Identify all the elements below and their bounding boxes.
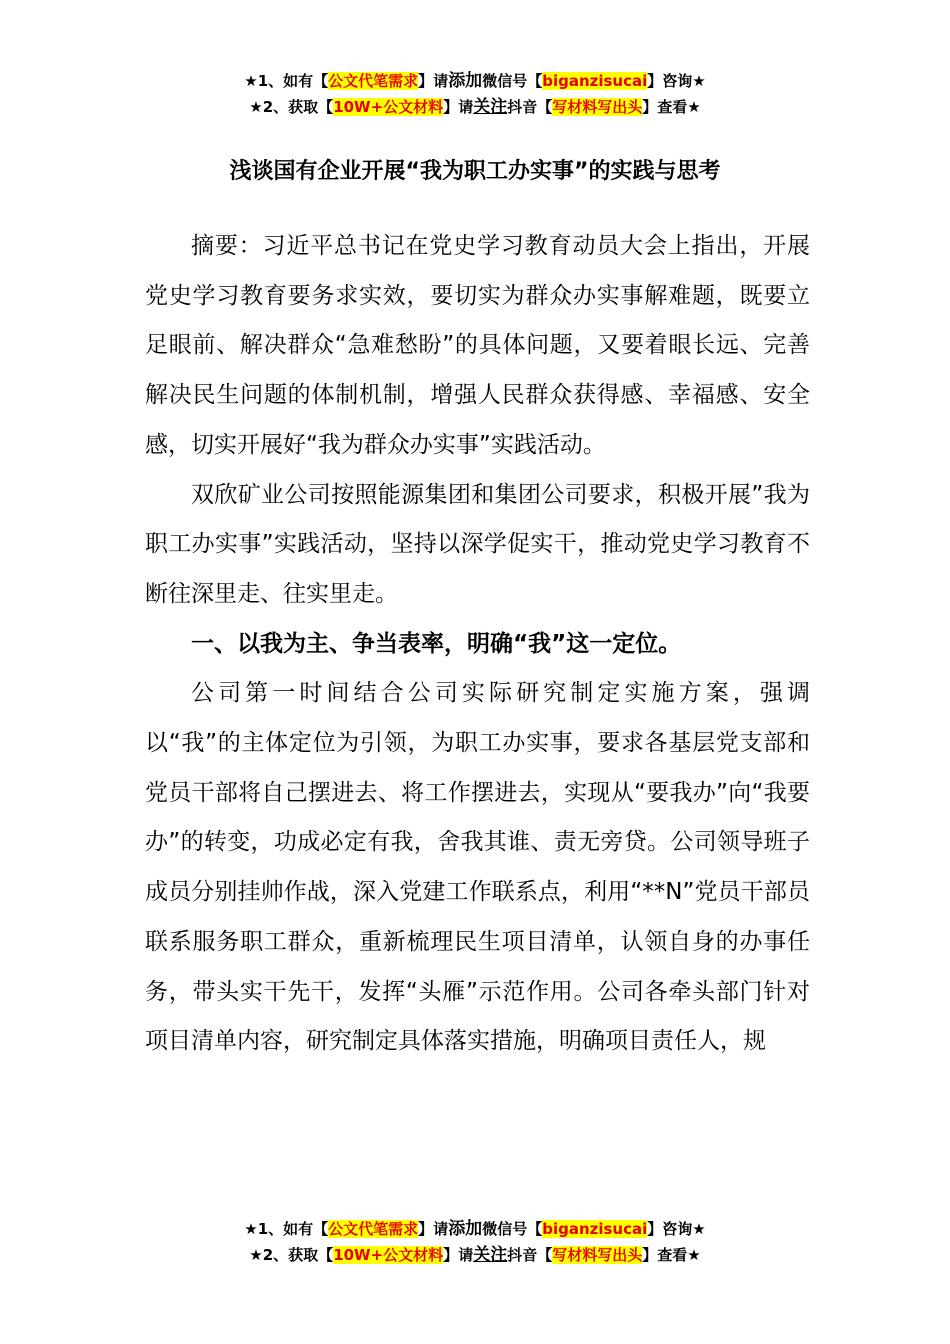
banner-text: 】请 [418,1220,449,1238]
banner-emphasis: 添加 [448,71,483,91]
banner-emphasis: 关注 [473,97,508,117]
banner-text: ★1、如有【 [244,1220,329,1238]
abstract-paragraph: 摘要：习近平总书记在党史学习教育动员大会上指出，开展党史学习教育要务求实效，要切实为群众办实事解难题，既要立足眼前、解决群众“急难愁盼”的具体问题，又要着眼长远、完善解决民生问题的体制机制，增强人民群众获得感、幸福感、安全感，切实开展好“我为群众办实事”实践活动。 [145,233,810,458]
banner-text: 】查看★ [642,98,701,116]
banner-text: ★2、获取【 [249,98,334,116]
banner-text: 】咨询★ [647,72,706,90]
banner-text: ★1、如有【 [244,72,329,90]
banner-emphasis: 关注 [473,1245,508,1265]
banner-emphasis: 添加 [448,1219,483,1239]
highlight-douyin-account: 写材料写出头 [552,1246,643,1264]
section-heading: 一、以我为主、争当表率，明确“我”这一定位。 [191,630,682,657]
banner-text: 微信号【 [482,1220,543,1238]
banner-text: ★2、获取【 [249,1246,334,1264]
document-body [145,222,810,1067]
banner-text: 】请 [418,72,449,90]
banner-text: 】查看★ [642,1246,701,1264]
footer-banner [0,1216,950,1268]
banner-line-2 [0,94,950,120]
highlight-wechat-id: biganzisucai [542,72,648,90]
banner-text: 】请 [443,98,474,116]
body-paragraph: 公司第一时间结合公司实际研究制定实施方案，强调以“我”的主体定位为引领，为职工办实事，要求各基层党支部和党员干部将自己摆进去、将工作摆进去，实现从“要我办”向“我要办”的转变，功成必定有我，舍我其谁、责无旁贷。公司领导班子成员分别挂帅作战，深入党建工作联系点，利用“**N”党员干部员联系服务职工群众，重新梳理民生项目清单，认领自身的办事任务，带头实干先干，发挥“头雁”示范作用。公司各牵头部门针对项目清单内容，研究制定具体落实措施，明确项目责任人，规 [145,680,810,1055]
highlight-service: 公文代笔需求 [328,72,419,90]
document-title: 浅谈国有企业开展“我为职工办实事”的实践与思考 [229,159,721,184]
banner-text: 】请 [443,1246,474,1264]
highlight-materials: 10W+公文材料 [333,98,444,116]
banner-text: 】咨询★ [647,1220,706,1238]
banner-text: 抖音【 [507,1246,553,1264]
banner-text: 抖音【 [507,98,553,116]
banner-line-1 [0,68,950,94]
highlight-materials: 10W+公文材料 [333,1246,444,1264]
header-banner [0,68,950,120]
body-paragraph: 双欣矿业公司按照能源集团和集团公司要求，积极开展”我为职工办实事”实践活动，坚持以深学促实干，推动党史学习教育不断往深里走、往实里走。 [145,481,810,607]
highlight-wechat-id: biganzisucai [542,1220,648,1238]
highlight-douyin-account: 写材料写出头 [552,98,643,116]
highlight-service: 公文代笔需求 [328,1220,419,1238]
banner-line-1 [0,1216,950,1242]
banner-text: 微信号【 [482,72,543,90]
banner-line-2 [0,1242,950,1268]
